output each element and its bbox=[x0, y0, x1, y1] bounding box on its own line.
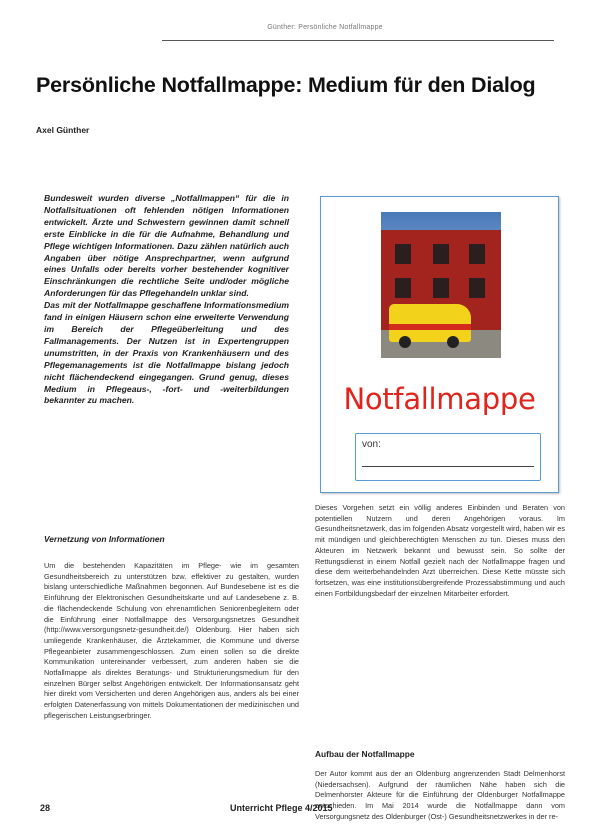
cover-name-box bbox=[355, 433, 541, 481]
body-column-left bbox=[44, 561, 299, 722]
header-rule bbox=[162, 40, 554, 41]
body-column-right-top bbox=[315, 503, 565, 599]
body-paragraph: Der Autor kommt aus der an Oldenburg angrenzenden Stadt Delmenhorst (Niedersachsen). Aufgrund der räumlichen Nähe haben sich die Delmenhorster Akteure für die Einführung der Oldenburger Notfallmappe entschieden. Im Mai 2014 wurde die Notfallmappe dann vom Versorgungsnetz des Oldenburger (Ost-) Gesundheitsnetzwerkes in der re- bbox=[315, 769, 565, 821]
notfallmappe-cover-image bbox=[320, 196, 559, 493]
body-paragraph: Dieses Vorgehen setzt ein völlig anderes Einbinden und Beraten von potentiellen Nutzern und deren Angehörigen voraus. Im Gesundheitsnetzwerk, das im folgenden Absatz vorgestellt wird, haben wir es mit mündigen und gleichberechtigten Menschen zu tun. Dieses muss den Akteuren im Netzwerk bekannt und bewusst sein. So sollte der Rettungsdienst in einem Notfall gezielt nach der Notfallmappe fragen und diese dem weiterbehandelnden Arzt überreichen. Diese Kette müsste sich fortsetzen, was eine institutionsübergreifende Prozessabstimmung und auch einen Fortbildungsbedarf der einzelnen Mitarbeiter erfordert. bbox=[315, 503, 565, 598]
abstract bbox=[44, 193, 289, 407]
running-header: Günther: Persönliche Notfallmappe bbox=[267, 24, 383, 31]
body-paragraph: Um die bestehenden Kapazitäten im Pflege- wie im gesamten Gesundheitsbereich zu unterstützen bzw. effektiver zu gestalten, wurden bislang unterschiedliche Maßnahmen begonnen. Auf Bundesebene ist es die Einführung der Elektronischen Gesundheitskarte und auf Landesebene z. B. die flächendeckende Schulung von ehrenamtlichen Seniorenbegleitern oder die Einführung einer Notfallmappe des Versorgungsnetzes Gesundheit (http://www.versorgungsnetz-gesundheit.de/) Oldenburg. Hier haben sich umliegende Krankenhäuser, die Ärztekammer, die Kommune und diverse Pflegeanbieter zusammengeschlossen. Zum einen sollen so die direkte Kommunikation untereinander verbessert, zum anderen haben sie die Notfallmappe als direktes Beratungs- und Strukturierungsmedium für den einzelnen Bürger selbst Angehörigen entwickelt. Der Informationsansatz geht hier direkt vom Versicherten und deren Angehörigen aus, anders als bei einer erfolgten Datenerfassung von mittels Dokumentationen der medizinischen und pflegerischen Leistungserbringer. bbox=[44, 561, 299, 720]
cover-von-label: von: bbox=[362, 439, 381, 450]
cover-photo-ambulance bbox=[381, 212, 501, 358]
section-heading-aufbau: Aufbau der Notfallmappe bbox=[315, 749, 415, 759]
section-heading-vernetzung: Vernetzung von Informationen bbox=[44, 534, 165, 544]
journal-name: Unterricht Pflege 4/2015 bbox=[230, 803, 333, 813]
author-name: Axel Günther bbox=[36, 125, 90, 135]
article-title: Persönliche Notfallmappe: Medium für den Dialog bbox=[36, 73, 536, 97]
body-column-right-bottom bbox=[315, 769, 565, 823]
page-number: 28 bbox=[40, 803, 51, 813]
abstract-paragraph-2: Das mit der Notfallmappe geschaffene Informationsmedium fand in einigen Häusern schon eine erweiterte Verwendung im Bereich der Pflegeüberleitung und des Fallmanagements. Der Nutzen ist in Expertengruppen unumstritten, in der Praxis von Krankenhäusern und des Pflegemanagements ist die Notfallmappe bislang jedoch nicht flächendeckend eingegangen. Grund genug, dieses Medium in Pflegeaus-, -fort- und -weiterbildungen bekannter zu machen. bbox=[44, 300, 289, 406]
cover-name-line bbox=[362, 466, 534, 467]
abstract-paragraph-1: Bundesweit wurden diverse „Notfallmappen“ für die in Notfallsituationen oft fehlenden nötigen Informationen entwickelt. Ärzte und Schwestern gewinnen damit schnell erste Einblicke in die für die Aufnahme, Behandlung und Pflege wichtigen Informationen. Dazu zählen natürlich auch Angaben über nötige Ansprechpartner, wenn aufgrund eines Unfalls oder bereits vorher bestehender kognitiver Einschränkungen die rechtliche Seite und/oder mögliche Anforderungen für das Pflegehandeln unklar sind. bbox=[44, 193, 289, 299]
cover-title: Notfallmappe bbox=[343, 382, 536, 416]
